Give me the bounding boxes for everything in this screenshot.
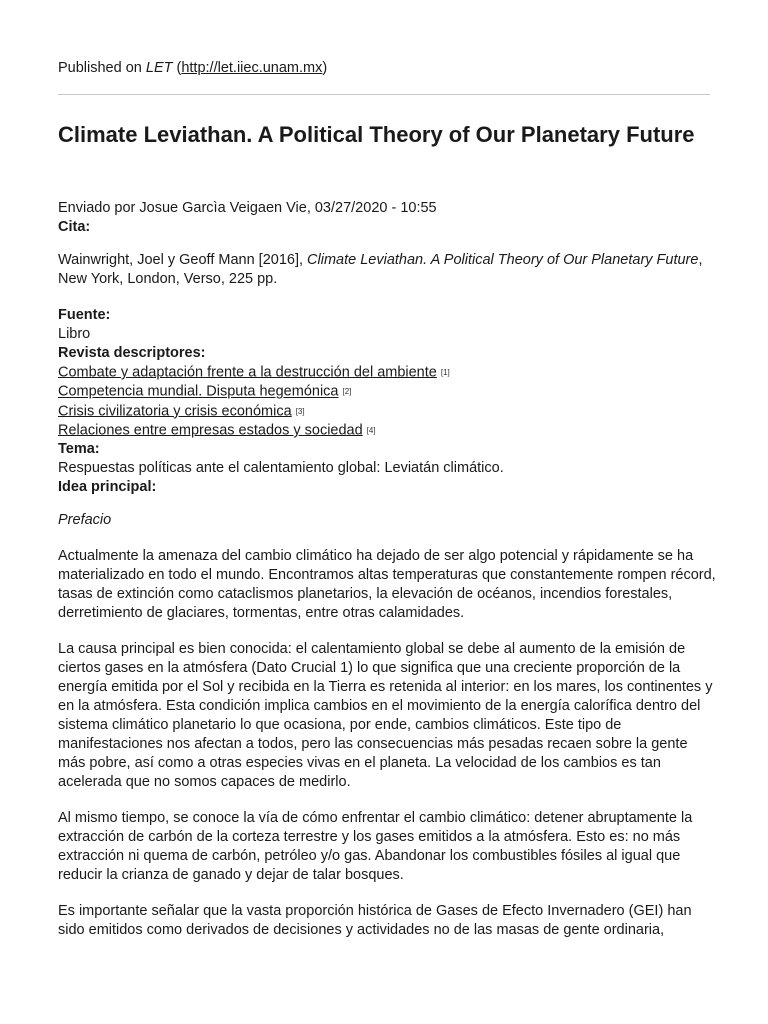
article-meta [58,199,718,237]
prefacio-text: Prefacio [58,512,112,528]
cita-label: Cita: [58,219,91,235]
header-divider [58,94,710,95]
descriptor-link[interactable]: Competencia mundial. Disputa hegemónica [58,383,339,400]
url-open: ( [172,60,182,76]
fuente-value: Libro [58,326,91,342]
citation-rest: , New York, London, Verso, 225 pp. [58,252,703,287]
url-close: ) [322,60,328,76]
descriptor-item [58,382,718,401]
descriptor-link[interactable]: Relaciones entre empresas estados y sociedad [58,422,363,439]
article-body [58,511,718,957]
citation-authors: Wainwright, Joel y Geoff Mann [2016], [58,252,308,268]
descriptores-label: Revista descriptores: [58,345,206,361]
article-info [58,306,718,497]
descriptor-ref: [2] [342,387,352,397]
published-on-line [58,60,327,76]
site-url-link[interactable]: http://let.iiec.unam.mx [181,60,323,76]
descriptor-item [58,421,718,440]
descriptor-ref: [4] [366,425,376,435]
submitted-by: Enviado por Josue Garcìa Veigaen Vie, 03/27/2020 - 10:55 [58,200,437,216]
descriptor-link[interactable]: Combate y adaptación frente a la destrucción del ambiente [58,364,437,381]
descriptor-ref: [3] [295,406,305,416]
tema-label: Tema: [58,441,100,458]
tema-value: Respuestas políticas ante el calentamiento global: Leviatán climático. [58,460,504,477]
body-paragraph: Actualmente la amenaza del cambio climático ha dejado de ser algo potencial y rápidamente se ha materializado en todo el mundo. Encontramos altas temperaturas que constantemente rompen récord, tasas de extinción como cataclismos planetarios, la elevación de océanos, incendios forestales, derretimiento de glaciares, tormentas, entre otras calamidades. [58,548,716,621]
body-paragraph: La causa principal es bien conocida: el calentamiento global se debe al aumento de la emisión de ciertos gases en la atmósfera (Dato Crucial 1) lo que significa que una creciente proporción de la energía emitida por el Sol y recibida en la Tierra es retenida al interior: en los mares, los continentes y en la atmósfera. Esta condición implica cambios en el movimiento de la energía calorífica dentro del sistema climático planetario lo que ocasiona, por ende, cambios climáticos. Este tipo de manifestaciones nos afectan a todos, pero las consecuencias más pesadas recaen sobre la gente más pobre, así como a otras especies vivas en el planeta. La velocidad de los cambios es tan acelerada que no somos capaces de medirlo. [58,641,713,790]
fuente-label: Fuente: [58,307,111,323]
idea-principal-label: Idea principal: [58,479,157,496]
descriptor-ref: [1] [440,368,450,377]
body-paragraph: Es importante señalar que la vasta proporción histórica de Gases de Efecto Invernadero (GEI) han sido emitidos como derivados de decisiones y actividades no de las masas de gente ordinaria, [58,903,692,938]
descriptor-item [58,402,718,421]
citation-title: Climate Leviathan. A Political Theory of Our Planetary Future [307,252,699,268]
published-prefix: Published on [58,60,146,76]
body-paragraph: Al mismo tiempo, se conoce la vía de cómo enfrentar el cambio climático: detener abruptamente la extracción de carbón de la corteza terrestre y los gases emitidos a la atmósfera. Esto es: no más extracción ni quema de carbón, petróleo y/o gas. Abandonar los combustibles fósiles al igual que reducir la crianza de ganado y dejar de talar bosques. [58,810,693,883]
descriptor-item [58,363,718,382]
site-name: LET [145,60,173,76]
citation [58,251,718,289]
descriptor-link[interactable]: Crisis civilizatoria y crisis económica [58,402,292,419]
article-title: Climate Leviathan. A Political Theory of Our Planetary Future [58,122,695,147]
prefacio-heading [58,511,718,530]
